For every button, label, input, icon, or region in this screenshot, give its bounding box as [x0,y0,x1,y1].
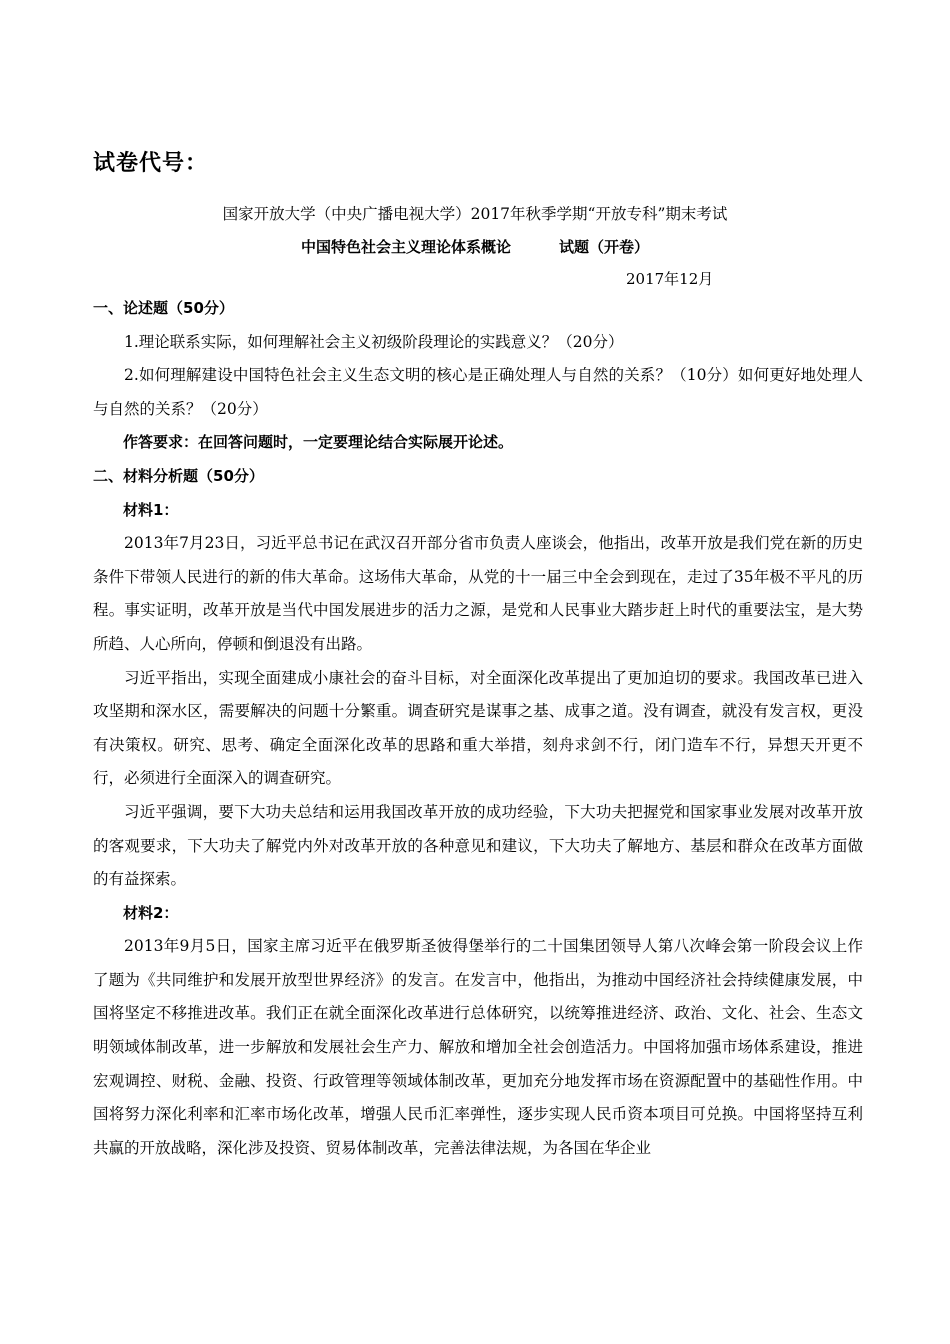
paper-code-label: 试卷代号： [93,151,209,176]
section-heading-essay: 一、论述题（50分） [93,299,234,317]
exam-header: 国家开放大学（中央广播电视大学）2017年秋季学期“开放专科”期末考试 [222,205,728,223]
material-2-paragraph: 2013年9月5日，国家主席习近平在俄罗斯圣彼得堡举行的二十国集团领导人第八次峰会第一阶段会议上作了题为《共同维护和发展开放型世界经济》的发言。在发言中，他指出，为推动中国经济社会持续健康发展，中国将坚定不移推进改革。我们正在就全面深化改革进行总体研究，以统筹推进经济、政治、文化、社会、生态文明领域体制改革，进一步解放和发展社会生产力、解放和增加全社会创造活力。中国将加强市场体系建设，推进宏观调控、财税、金融、投资、行政管理等领域体制改革，更加充分地发挥市场在资源配置中的基础性作用。中国将努力深化利率和汇率市场化改革，增强人民币汇率弹性，逐步实现人民币资本项目可兑换。中国将坚持互利共赢的开放战略，深化涉及投资、贸易体制改革，完善法律法规，为各国在华企业 [93,937,863,1157]
paper-type: 试题（开卷） [559,238,650,256]
course-title-line [0,236,950,257]
material-1-paragraph: 2013年7月23日，习近平总书记在武汉召开部分省市负责人座谈会，他指出，改革开放是我们党在新的历史条件下带领人民进行的新的伟大革命。这场伟大革命，从党的十一届三中全会到现在，走过了35年极不平凡的历程。事实证明，改革开放是当代中国发展进步的活力之源，是党和人民事业大踏步赶上时代的重要法宝，是大势所趋、人心所向，停顿和倒退没有出路。 [93,534,863,653]
material-1-paragraph: 习近平指出，实现全面建成小康社会的奋斗目标，对全面深化改革提出了更加迫切的要求。我国改革已进入攻坚期和深水区，需要解决的问题十分繁重。调查研究是谋事之基、成事之道。没有调查，就没有发言权，更没有决策权。研究、思考、确定全面深化改革的思路和重大举措，刻舟求剑不行，闭门造车不行，异想天开更不行，必须进行全面深入的调查研究。 [93,668,863,788]
question-2: 2.如何理解建设中国特色社会主义生态文明的核心是正确处理人与自然的关系？（10分）如何更好地处理人与自然的关系？（20分） [93,366,863,418]
exam-content [93,292,863,1165]
material-1-label: 材料1： [123,500,179,519]
material-2-label: 材料2： [123,903,179,922]
course-title: 中国特色社会主义理论体系概论 [300,238,511,256]
answer-requirement: 作答要求：在回答问题时，一定要理论结合实际展开论述。 [123,433,514,452]
question-1: 1.理论联系实际，如何理解社会主义初级阶段理论的实践意义？（20分） [124,332,624,351]
material-1-paragraph: 习近平强调，要下大功夫总结和运用我国改革开放的成功经验，下大功夫把握党和国家事业发展对改革开放的客观要求，下大功夫了解党内外对改革开放的各种意见和建议，下大功夫了解地方、基层和群众在改革方面做的有益探索。 [93,802,863,889]
section-heading-material: 二、材料分析题（50分） [93,466,264,485]
exam-date: 2017年12月 [626,270,714,288]
